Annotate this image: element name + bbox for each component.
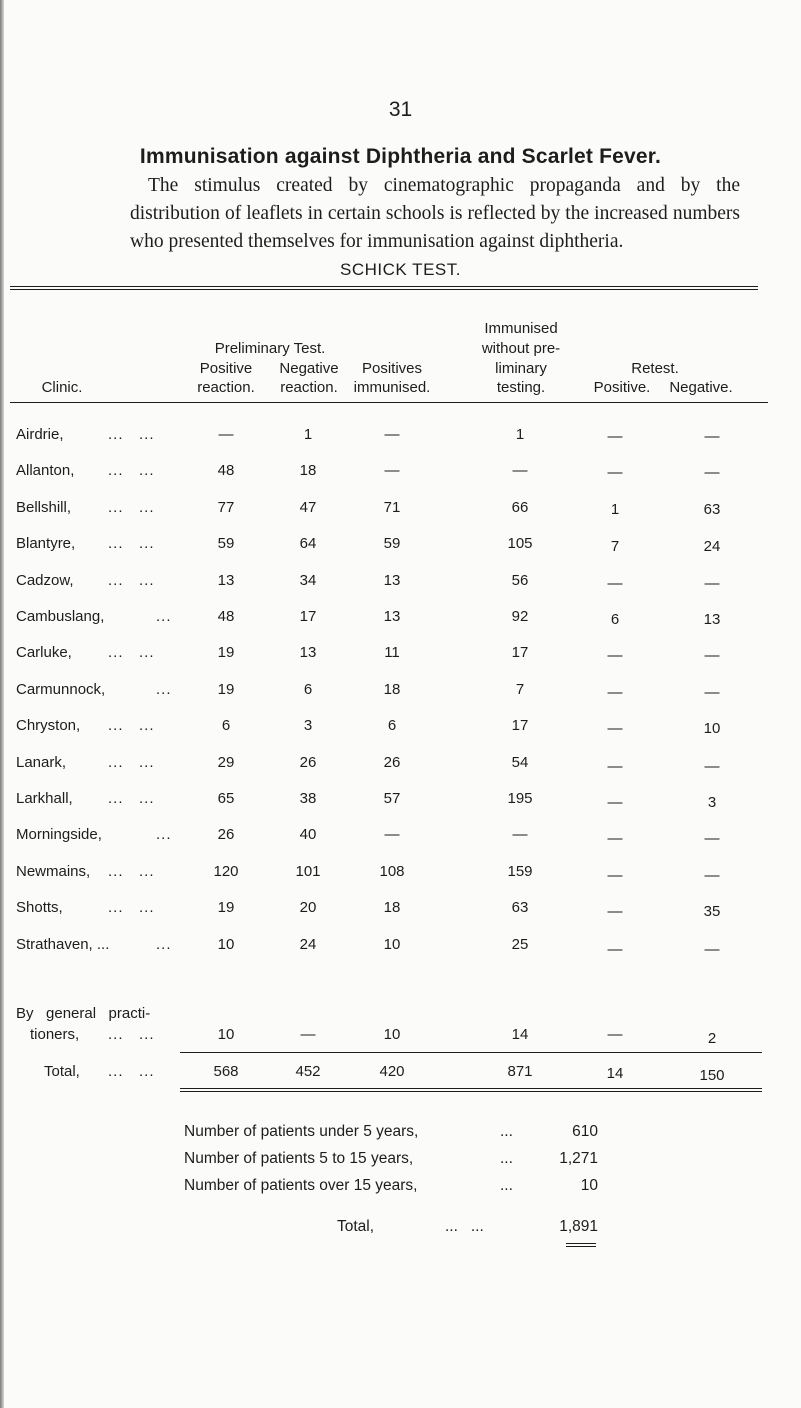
cell-imm: — bbox=[384, 462, 400, 479]
summary-label-over-15: Number of patients over 15 years, bbox=[184, 1177, 418, 1194]
cell-neg: 34 bbox=[299, 572, 317, 589]
cell-neg: 1 bbox=[303, 426, 313, 443]
header-immunised-3: liminary bbox=[495, 360, 547, 377]
total-without: 871 bbox=[507, 1063, 533, 1080]
cell-imm: 10 bbox=[383, 936, 401, 953]
cell-pos: 10 bbox=[217, 936, 235, 953]
cell-pos: 19 bbox=[217, 644, 235, 661]
cell-neg: 38 bbox=[299, 790, 317, 807]
cell-neg: 18 bbox=[299, 462, 317, 479]
summary-dots-5-to-15: ... bbox=[500, 1150, 513, 1167]
cell-imm: 13 bbox=[383, 572, 401, 589]
cell-without: 56 bbox=[511, 572, 529, 589]
intro-text: The stimulus created by cinematographic propaganda and by the distribution of leaflets in certain schools is reflected by the increased numbers who presented themselves for immunisation against diphtheria. bbox=[130, 175, 740, 252]
cell-rpos: — bbox=[607, 758, 623, 775]
leader-dots: ... ... bbox=[108, 426, 155, 443]
table-bottom-rule bbox=[180, 1088, 762, 1089]
cell-without: 54 bbox=[511, 754, 529, 771]
summary-total-value: 1,891 bbox=[559, 1218, 598, 1235]
cell-without: 17 bbox=[511, 717, 529, 734]
general-row-label-line2: tioners, bbox=[30, 1026, 80, 1043]
summary-dots-under-5: ... bbox=[500, 1123, 513, 1140]
cell-pos: 77 bbox=[217, 499, 235, 516]
general-row-rpos: — bbox=[607, 1026, 623, 1043]
cell-rneg: — bbox=[704, 464, 720, 481]
cell-rneg: — bbox=[704, 830, 720, 847]
page-number: 31 bbox=[388, 98, 413, 121]
leader-dots: ... ... bbox=[108, 899, 155, 916]
cell-rneg: 35 bbox=[703, 903, 721, 920]
cell-without: 92 bbox=[511, 608, 529, 625]
leader-dots: ... ... bbox=[108, 644, 155, 661]
leader-dots: ... bbox=[156, 608, 172, 625]
clinic-name: Carmunnock, bbox=[16, 681, 106, 698]
cell-rpos: — bbox=[607, 720, 623, 737]
leader-dots: ... ... bbox=[108, 754, 155, 771]
leader-dots: ... ... bbox=[108, 863, 155, 880]
cell-pos: 120 bbox=[213, 863, 239, 880]
cell-pos: 13 bbox=[217, 572, 235, 589]
header-immunised-2: without pre- bbox=[481, 340, 561, 357]
cell-without: 66 bbox=[511, 499, 529, 516]
header-retest-negative: Negative. bbox=[669, 379, 733, 396]
clinic-name: Allanton, bbox=[16, 462, 75, 479]
cell-imm: 18 bbox=[383, 899, 401, 916]
cell-pos: 26 bbox=[217, 826, 235, 843]
clinic-name: Chryston, bbox=[16, 717, 81, 734]
leader-dots: ... ... bbox=[108, 717, 155, 734]
cell-rpos: 7 bbox=[610, 538, 620, 555]
header-immunised-1: Immunised bbox=[484, 320, 558, 337]
summary-label-under-5: Number of patients under 5 years, bbox=[184, 1123, 419, 1140]
cell-without: 25 bbox=[511, 936, 529, 953]
page-spine-shadow bbox=[0, 0, 4, 1408]
cell-imm: 18 bbox=[383, 681, 401, 698]
summary-total-label: Total, bbox=[337, 1218, 375, 1235]
cell-rpos: 1 bbox=[610, 501, 620, 518]
cell-rneg: — bbox=[704, 428, 720, 445]
summary-dots-over-15: ... bbox=[500, 1177, 513, 1194]
cell-rpos: — bbox=[607, 575, 623, 592]
header-positive-reaction-1: Positive bbox=[199, 360, 253, 377]
cell-rpos: — bbox=[607, 830, 623, 847]
header-positives-1: Positives bbox=[361, 360, 423, 377]
summary-total-underline-2 bbox=[566, 1246, 596, 1247]
clinic-name: Morningside, bbox=[16, 826, 102, 843]
clinic-name: Airdrie, bbox=[16, 426, 64, 443]
cell-neg: 17 bbox=[299, 608, 317, 625]
cell-rpos: — bbox=[607, 941, 623, 958]
cell-rpos: — bbox=[607, 684, 623, 701]
cell-rpos: — bbox=[607, 794, 623, 811]
cell-pos: — bbox=[218, 426, 234, 443]
general-row-label-line1: By general practi- bbox=[16, 1005, 151, 1022]
leader-dots: ... ... bbox=[108, 535, 155, 552]
leader-dots: ... ... bbox=[108, 499, 155, 516]
cell-pos: 59 bbox=[217, 535, 235, 552]
cell-rneg: — bbox=[704, 575, 720, 592]
clinic-name: Newmains, bbox=[16, 863, 91, 880]
table-top-rule bbox=[10, 286, 758, 287]
clinic-name: Carluke, bbox=[16, 644, 72, 661]
header-clinic: Clinic. bbox=[41, 379, 83, 396]
total-neg: 452 bbox=[295, 1063, 321, 1080]
leader-dots: ... ... bbox=[108, 572, 155, 589]
total-rneg: 150 bbox=[699, 1067, 725, 1084]
cell-neg: 13 bbox=[299, 644, 317, 661]
cell-rneg: 3 bbox=[707, 794, 717, 811]
cell-rpos: — bbox=[607, 428, 623, 445]
total-pos: 568 bbox=[213, 1063, 239, 1080]
cell-neg: 3 bbox=[303, 717, 313, 734]
table-title: SCHICK TEST. bbox=[340, 260, 461, 279]
cell-neg: 101 bbox=[295, 863, 321, 880]
clinic-name: Lanark, bbox=[16, 754, 67, 771]
header-positives-2: immunised. bbox=[353, 379, 431, 396]
cell-rpos: — bbox=[607, 464, 623, 481]
cell-neg: 6 bbox=[303, 681, 313, 698]
clinic-name: Shotts, bbox=[16, 899, 63, 916]
cell-imm: 108 bbox=[379, 863, 405, 880]
cell-rneg: — bbox=[704, 867, 720, 884]
summary-value-5-to-15: 1,271 bbox=[559, 1150, 598, 1167]
summary-total-underline bbox=[566, 1243, 596, 1244]
total-top-rule bbox=[180, 1052, 762, 1053]
cell-neg: 40 bbox=[299, 826, 317, 843]
general-row-without: 14 bbox=[511, 1026, 529, 1043]
intro-paragraph bbox=[130, 172, 740, 256]
cell-rneg: — bbox=[704, 758, 720, 775]
summary-value-under-5: 610 bbox=[572, 1123, 598, 1140]
cell-rpos: — bbox=[607, 867, 623, 884]
cell-pos: 48 bbox=[217, 608, 235, 625]
cell-imm: 71 bbox=[383, 499, 401, 516]
cell-rneg: 10 bbox=[703, 720, 721, 737]
cell-imm: — bbox=[384, 426, 400, 443]
total-label: Total, bbox=[44, 1063, 80, 1080]
cell-neg: 64 bbox=[299, 535, 317, 552]
cell-pos: 48 bbox=[217, 462, 235, 479]
cell-without: — bbox=[512, 826, 528, 843]
cell-without: 1 bbox=[515, 426, 525, 443]
cell-without: 195 bbox=[507, 790, 533, 807]
header-bottom-rule bbox=[10, 402, 768, 403]
general-row-pos: 10 bbox=[217, 1026, 235, 1043]
cell-pos: 29 bbox=[217, 754, 235, 771]
clinic-name: Cadzow, bbox=[16, 572, 74, 589]
leader-dots: ... bbox=[156, 681, 172, 698]
cell-pos: 6 bbox=[221, 717, 231, 734]
cell-neg: 20 bbox=[299, 899, 317, 916]
header-negative-reaction-2: reaction. bbox=[280, 379, 338, 396]
cell-rpos: 6 bbox=[610, 611, 620, 628]
total-dots: ... ... bbox=[108, 1063, 155, 1080]
clinic-name: Bellshill, bbox=[16, 499, 72, 516]
leader-dots: ... ... bbox=[108, 790, 155, 807]
cell-rneg: 24 bbox=[703, 538, 721, 555]
cell-without: 105 bbox=[507, 535, 533, 552]
cell-pos: 19 bbox=[217, 681, 235, 698]
header-retest-positive: Positive. bbox=[593, 379, 651, 396]
cell-imm: — bbox=[384, 826, 400, 843]
general-row-rneg: 2 bbox=[707, 1030, 717, 1047]
cell-without: 7 bbox=[515, 681, 525, 698]
general-row-neg: — bbox=[300, 1026, 316, 1043]
clinic-name: Larkhall, bbox=[16, 790, 73, 807]
general-row-imm: 10 bbox=[383, 1026, 401, 1043]
cell-rpos: — bbox=[607, 903, 623, 920]
cell-imm: 26 bbox=[383, 754, 401, 771]
cell-imm: 59 bbox=[383, 535, 401, 552]
clinic-name: Strathaven, ... bbox=[16, 936, 110, 953]
cell-rpos: — bbox=[607, 647, 623, 664]
cell-neg: 24 bbox=[299, 936, 317, 953]
header-negative-reaction-1: Negative bbox=[279, 360, 339, 377]
leader-dots: ... bbox=[156, 826, 172, 843]
cell-without: 17 bbox=[511, 644, 529, 661]
summary-label-5-to-15: Number of patients 5 to 15 years, bbox=[184, 1150, 414, 1167]
cell-imm: 6 bbox=[387, 717, 397, 734]
cell-without: — bbox=[512, 462, 528, 479]
cell-imm: 57 bbox=[383, 790, 401, 807]
cell-rneg: — bbox=[704, 684, 720, 701]
header-immunised-4: testing. bbox=[496, 379, 546, 396]
cell-imm: 11 bbox=[384, 644, 400, 661]
leader-dots: ... ... bbox=[108, 462, 155, 479]
cell-pos: 65 bbox=[217, 790, 235, 807]
summary-value-over-15: 10 bbox=[580, 1177, 598, 1194]
summary-total-dots: ... ... bbox=[445, 1218, 484, 1235]
cell-imm: 13 bbox=[383, 608, 401, 625]
general-row-dots: ... ... bbox=[108, 1026, 155, 1043]
clinic-name: Blantyre, bbox=[16, 535, 76, 552]
total-rpos: 14 bbox=[606, 1065, 624, 1082]
cell-rneg: — bbox=[704, 941, 720, 958]
cell-neg: 47 bbox=[299, 499, 317, 516]
header-retest: Retest. bbox=[631, 360, 679, 377]
page-title: Immunisation against Diphtheria and Scarlet Fever. bbox=[139, 145, 662, 168]
header-positive-reaction-2: reaction. bbox=[197, 379, 255, 396]
table-bottom-rule-2 bbox=[180, 1091, 762, 1092]
cell-rneg: 63 bbox=[703, 501, 721, 518]
cell-pos: 19 bbox=[217, 899, 235, 916]
total-imm: 420 bbox=[379, 1063, 405, 1080]
cell-rneg: 13 bbox=[703, 611, 721, 628]
cell-without: 63 bbox=[511, 899, 529, 916]
leader-dots: ... bbox=[156, 936, 172, 953]
cell-without: 159 bbox=[507, 863, 533, 880]
clinic-name: Cambuslang, bbox=[16, 608, 105, 625]
table-top-rule-2 bbox=[10, 289, 758, 290]
header-preliminary-group: Preliminary Test. bbox=[214, 340, 326, 357]
cell-rneg: — bbox=[704, 647, 720, 664]
cell-neg: 26 bbox=[299, 754, 317, 771]
